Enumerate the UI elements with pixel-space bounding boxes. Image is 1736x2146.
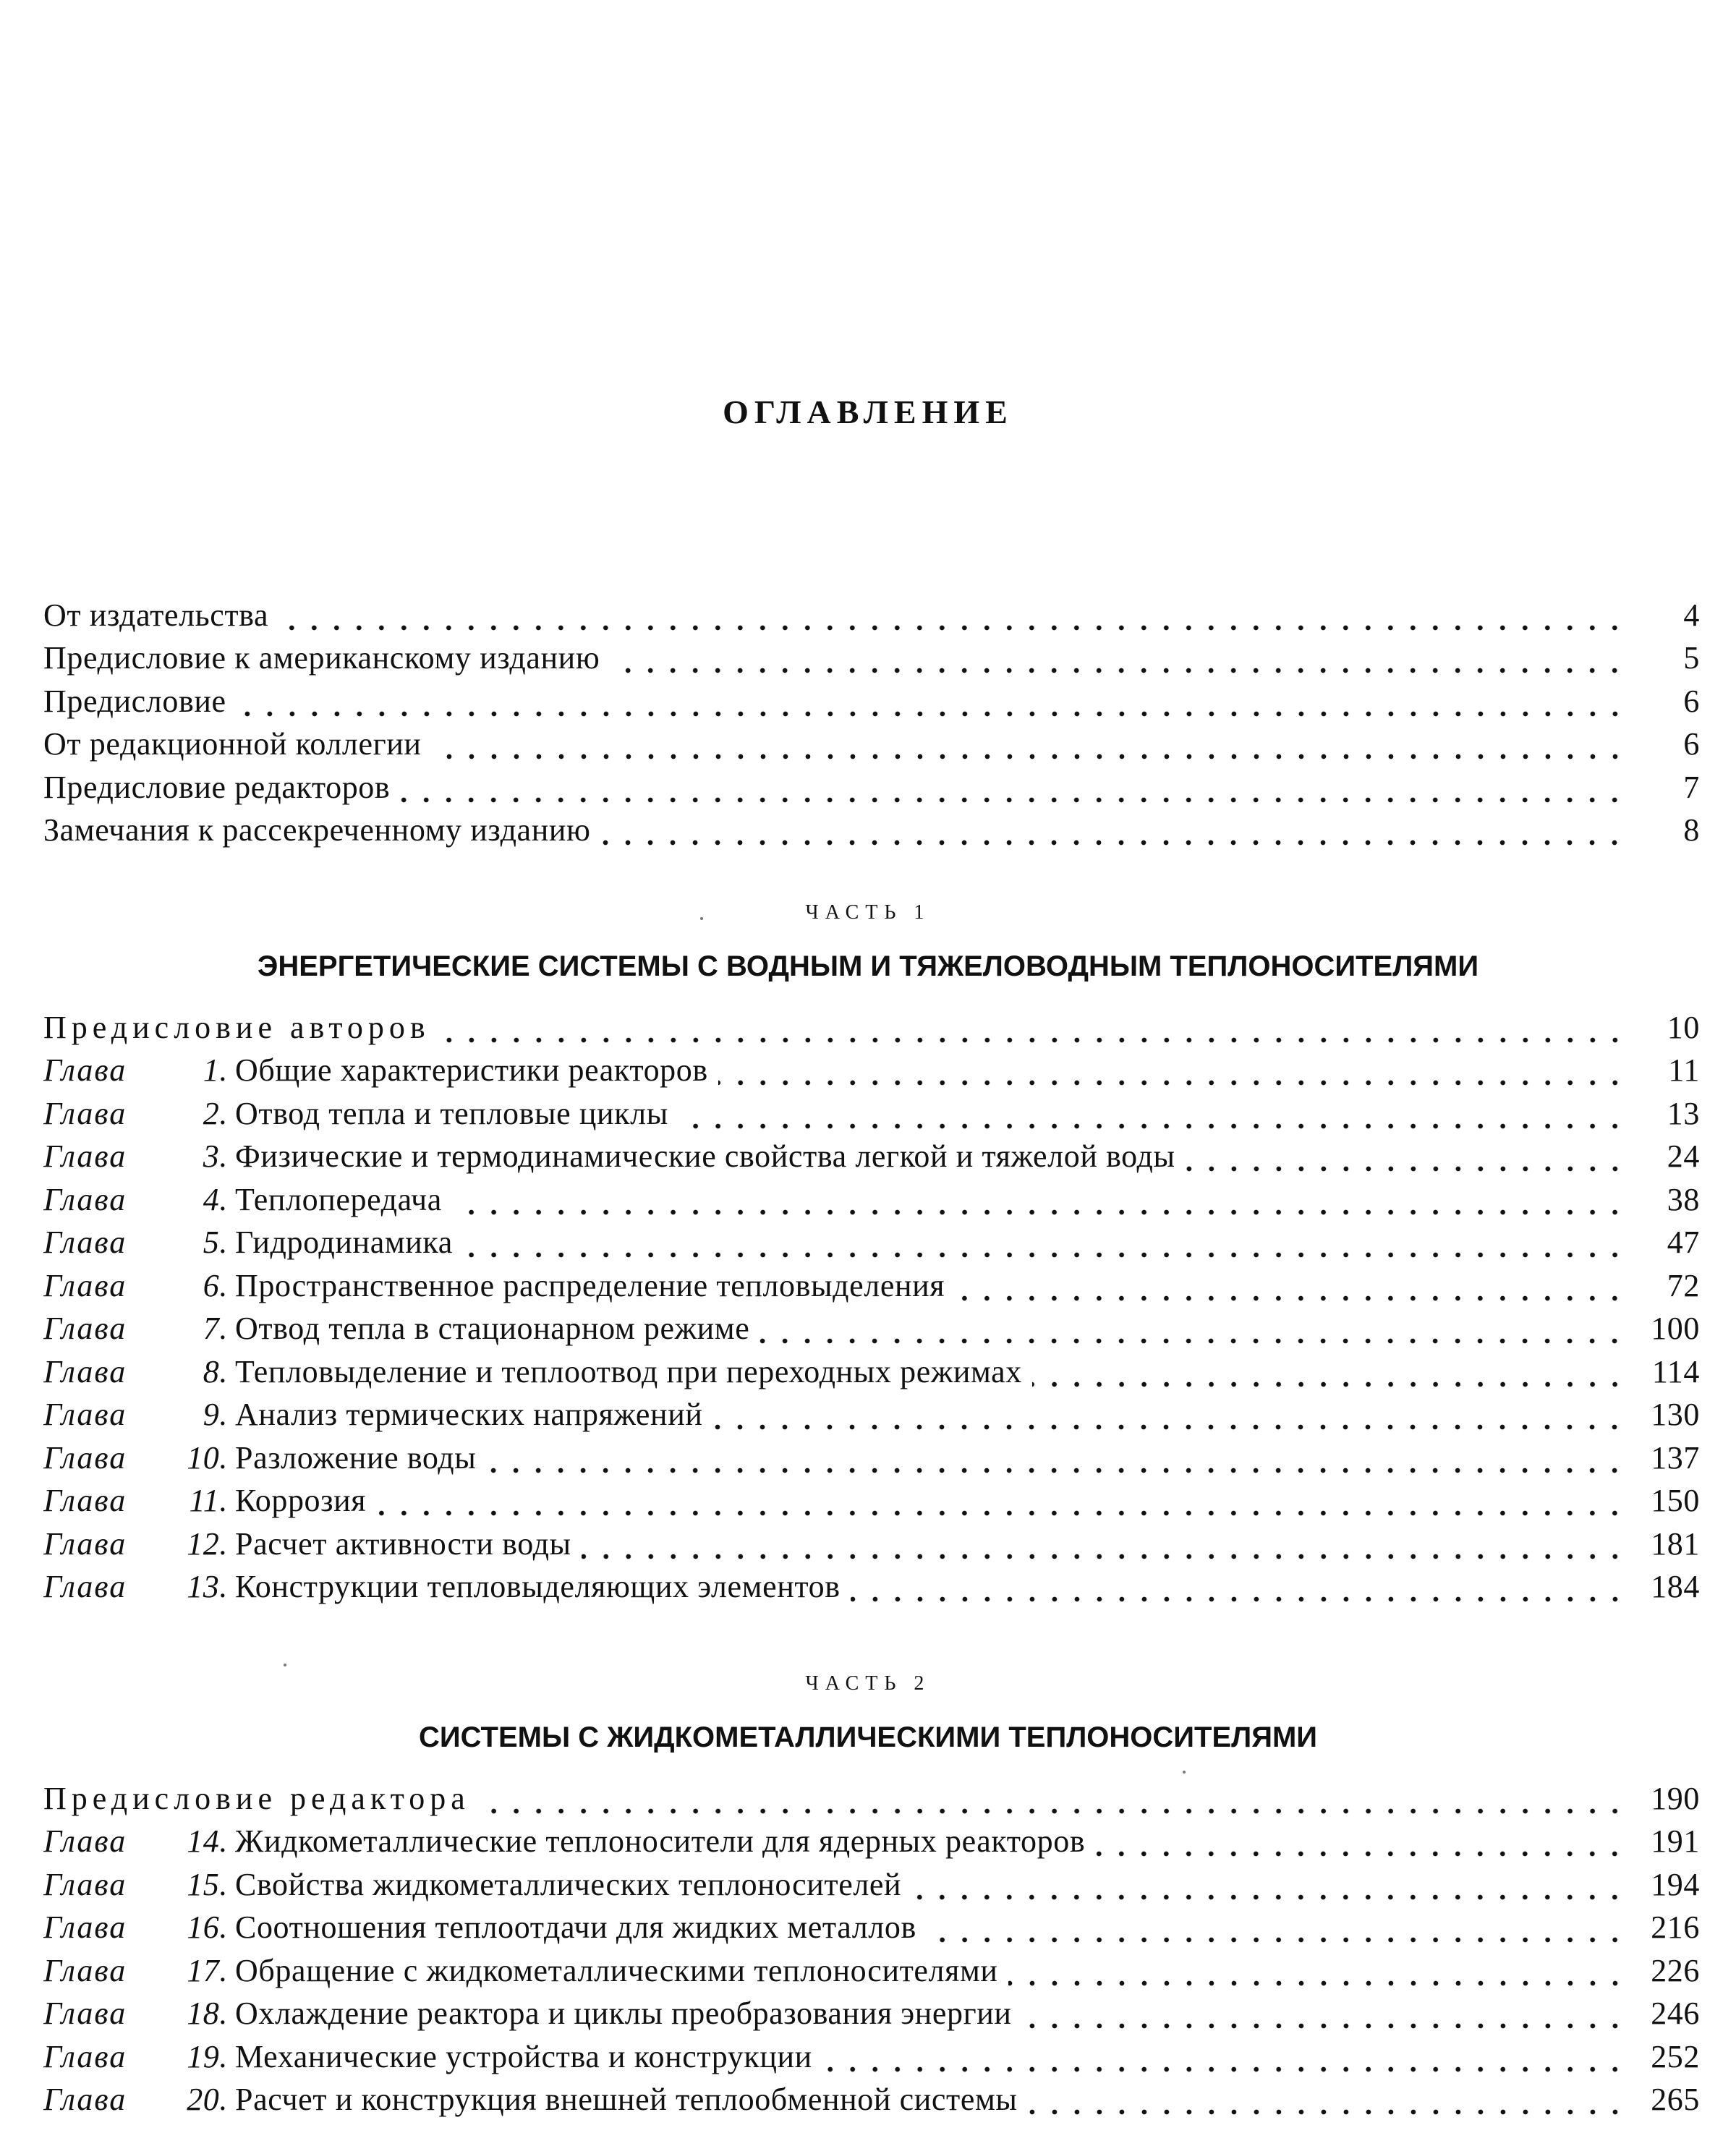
leader-dots — [911, 1867, 1626, 1907]
chapter-word: Глава — [43, 1952, 127, 1988]
chapter-title: Гидродинамика — [235, 1225, 453, 1260]
chapter-number: 2. — [203, 1095, 228, 1131]
chapter-number: 13. — [187, 1569, 228, 1604]
part-1-title: ЭНЕРГЕТИЧЕСКИЕ СИСТЕМЫ С ВОДНЫМ И ТЯЖЕЛОВОДНЫМ ТЕПЛОНОСИТЕЛЯМИ — [257, 950, 1479, 982]
chapter-word: Глава — [43, 1996, 127, 2031]
chapter-entry[interactable] — [43, 1395, 1700, 1438]
chapter-number: 15. — [187, 1866, 228, 1902]
chapter-number: 19. — [187, 2038, 228, 2074]
leader-dots — [441, 1010, 1626, 1050]
chapter-title: Соотношения теплоотдачи для жидких металлов — [235, 1909, 916, 1945]
chapter-word: Глава — [43, 1525, 127, 1562]
chapter-entry[interactable] — [43, 1864, 1700, 1907]
chapter-word: Глава — [43, 1909, 127, 1945]
chapter-entry[interactable] — [43, 1179, 1700, 1222]
leader-dots — [851, 1569, 1626, 1609]
chapter-number: 12. — [187, 1525, 228, 1562]
entry-label: От редакционной коллегии — [43, 726, 422, 762]
chapter-word: Глава — [43, 1052, 127, 1088]
part-1-label: ЧАСТЬ 1 — [805, 901, 931, 924]
chapter-title: Отвод тепла и тепловые циклы — [235, 1095, 668, 1131]
page-number: 137 — [1651, 1439, 1700, 1476]
page-title: ОГЛАВЛЕНИЕ — [723, 393, 1013, 430]
chapter-word: Глава — [43, 2082, 127, 2117]
page-number: 226 — [1651, 1952, 1700, 1988]
leader-dots — [463, 1225, 1626, 1265]
page-number: 72 — [1667, 1267, 1700, 1303]
leader-dots — [610, 640, 1626, 681]
chapter-entry[interactable] — [43, 2036, 1700, 2079]
chapter-word: Глава — [43, 1353, 127, 1389]
chapter-number: 10. — [187, 1439, 228, 1476]
part-2-label: ЧАСТЬ 2 — [805, 1672, 931, 1695]
chapter-word: Глава — [43, 1569, 127, 1604]
chapter-number: 5. — [203, 1225, 228, 1260]
preface-label: Предисловие авторов — [43, 1009, 430, 1045]
chapter-entry[interactable] — [43, 1907, 1700, 1951]
chapter-entry[interactable] — [43, 2079, 1700, 2123]
chapter-title: Обращение с жидкометаллическими теплоносителями — [235, 1952, 998, 1988]
chapter-title: Коррозия — [235, 1483, 367, 1518]
page-number: 24 — [1667, 1138, 1700, 1174]
chapter-entry[interactable] — [43, 1265, 1700, 1308]
page-number: 191 — [1651, 1823, 1700, 1859]
leader-dots — [718, 1052, 1626, 1093]
chapter-entry[interactable] — [43, 1993, 1700, 2037]
chapter-entry[interactable] — [43, 1437, 1700, 1481]
page-number: 181 — [1651, 1525, 1700, 1562]
page-number: 6 — [1683, 683, 1700, 719]
chapter-number: 3. — [203, 1138, 228, 1174]
leader-dots — [600, 812, 1626, 853]
chapter-title: Общие характеристики реакторов — [235, 1052, 708, 1088]
toc-entry[interactable] — [43, 595, 1700, 638]
page-number: 216 — [1651, 1909, 1700, 1945]
leader-dots — [278, 597, 1626, 638]
leader-dots — [486, 1440, 1626, 1481]
chapter-entry[interactable] — [43, 1481, 1700, 1524]
leader-dots — [480, 1781, 1626, 1821]
leader-dots — [678, 1096, 1626, 1136]
chapter-title: Расчет и конструкция внешней теплообменной системы — [235, 2082, 1018, 2117]
leader-dots — [376, 1483, 1626, 1523]
leader-dots — [1022, 1996, 1626, 2036]
leader-dots — [1028, 2082, 1626, 2122]
page-number: 7 — [1683, 769, 1700, 805]
leader-dots — [237, 684, 1626, 724]
chapter-word: Глава — [43, 1823, 127, 1859]
chapter-title: Теплопередача — [235, 1181, 442, 1217]
part-2-list — [43, 1778, 1700, 2122]
entry-label: Предисловие — [43, 683, 226, 719]
leader-dots — [927, 1909, 1626, 1950]
chapter-number: 8. — [203, 1353, 228, 1389]
chapter-number: 17. — [187, 1952, 228, 1988]
page-number: 190 — [1651, 1780, 1700, 1816]
chapter-title: Расчет активности воды — [235, 1525, 571, 1562]
chapter-title: Механические устройства и конструкции — [235, 2038, 812, 2074]
chapter-title: Тепловыделение и теплоотвод при переходных режимах — [235, 1353, 1022, 1389]
chapter-number: 4. — [203, 1181, 228, 1217]
chapter-entry[interactable] — [43, 1523, 1700, 1567]
leader-dots — [432, 726, 1626, 767]
chapter-word: Глава — [43, 2038, 127, 2074]
page-number: 265 — [1651, 2082, 1700, 2117]
chapter-entry[interactable] — [43, 1351, 1700, 1395]
chapter-word: Глава — [43, 1483, 127, 1518]
entry-label: Замечания к рассекреченному изданию — [43, 812, 591, 848]
chapter-number: 14. — [187, 1823, 228, 1859]
chapter-word: Глава — [43, 1225, 127, 1260]
chapter-number: 7. — [203, 1311, 228, 1346]
scan-speck — [700, 917, 703, 920]
chapter-entry[interactable] — [43, 1093, 1700, 1136]
toc-entry[interactable] — [43, 767, 1700, 810]
chapter-number: 6. — [203, 1267, 228, 1303]
toc-entry[interactable] — [43, 1778, 1700, 1821]
chapter-word: Глава — [43, 1267, 127, 1303]
chapter-title: Охлаждение реактора и циклы преобразования энергии — [235, 1996, 1012, 2031]
page-number: 5 — [1683, 640, 1700, 676]
page-number: 11 — [1668, 1052, 1700, 1088]
chapter-title: Отвод тепла в стационарном режиме — [235, 1311, 750, 1346]
leader-dots — [1008, 1953, 1626, 1993]
page-number: 150 — [1651, 1483, 1700, 1518]
leader-dots — [1032, 1354, 1626, 1395]
chapter-number: 18. — [187, 1996, 228, 2031]
chapter-title: Физические и термодинамические свойства легкой и тяжелой воды — [235, 1138, 1175, 1174]
chapter-entry[interactable] — [43, 1950, 1700, 1993]
entry-label: Предисловие редакторов — [43, 769, 391, 805]
entry-label: От издательства — [43, 597, 269, 633]
toc-entry[interactable] — [43, 724, 1700, 767]
page-number: 194 — [1651, 1866, 1700, 1902]
chapter-title: Жидкометаллические теплоносители для ядерных реакторов — [235, 1823, 1086, 1859]
page-number: 47 — [1667, 1225, 1700, 1260]
chapter-word: Глава — [43, 1181, 127, 1217]
front-matter-list — [43, 595, 1700, 853]
page-number: 184 — [1651, 1569, 1700, 1604]
page-number: 13 — [1667, 1095, 1700, 1131]
toc-entry[interactable] — [43, 681, 1700, 724]
chapter-number: 9. — [203, 1397, 228, 1432]
page-number: 130 — [1651, 1397, 1700, 1432]
toc-entry[interactable] — [43, 1007, 1700, 1050]
leader-dots — [582, 1526, 1626, 1567]
chapter-word: Глава — [43, 1095, 127, 1131]
page-number: 246 — [1651, 1996, 1700, 2031]
chapter-title: Разложение воды — [235, 1439, 477, 1476]
page-number: 252 — [1651, 2038, 1700, 2074]
chapter-entry[interactable] — [43, 1308, 1700, 1352]
chapter-title: Конструкции тепловыделяющих элементов — [235, 1569, 841, 1604]
page-number: 10 — [1667, 1009, 1700, 1045]
chapter-word: Глава — [43, 1138, 127, 1174]
leader-dots — [452, 1182, 1626, 1222]
page-number: 4 — [1683, 597, 1700, 633]
chapter-number: 1. — [203, 1052, 228, 1088]
leader-dots — [1186, 1138, 1626, 1179]
leader-dots — [712, 1397, 1626, 1437]
leader-dots — [955, 1268, 1626, 1308]
chapter-word: Глава — [43, 1397, 127, 1432]
page-number: 6 — [1683, 726, 1700, 762]
page-number: 38 — [1667, 1181, 1700, 1217]
chapter-entry[interactable] — [43, 1050, 1700, 1094]
chapter-word: Глава — [43, 1311, 127, 1346]
scan-speck — [1183, 1771, 1186, 1774]
chapter-entry[interactable] — [43, 1567, 1700, 1610]
part-2-title: СИСТЕМЫ С ЖИДКОМЕТАЛЛИЧЕСКИМИ ТЕПЛОНОСИТЕЛЯМИ — [418, 1721, 1318, 1753]
chapter-number: 20. — [187, 2082, 228, 2117]
leader-dots — [822, 2039, 1626, 2079]
chapter-title: Анализ термических напряжений — [235, 1397, 703, 1432]
leader-dots — [1095, 1823, 1626, 1864]
toc-entry[interactable] — [43, 638, 1700, 681]
chapter-entry[interactable] — [43, 1136, 1700, 1180]
chapter-word: Глава — [43, 1866, 127, 1902]
chapter-title: Свойства жидкометаллических теплоносителей — [235, 1866, 902, 1902]
chapter-number: 11. — [189, 1483, 228, 1518]
chapter-number: 16. — [187, 1909, 228, 1945]
leader-dots — [400, 770, 1626, 810]
preface-label: Предисловие редактора — [43, 1780, 470, 1816]
chapter-word: Глава — [43, 1439, 127, 1476]
leader-dots — [760, 1311, 1626, 1351]
chapter-entry[interactable] — [43, 1222, 1700, 1266]
page-number: 100 — [1651, 1311, 1700, 1346]
toc-entry[interactable] — [43, 810, 1700, 853]
page-number: 114 — [1651, 1353, 1700, 1389]
chapter-entry[interactable] — [43, 1821, 1700, 1865]
part-1-list — [43, 1007, 1700, 1609]
page-number: 8 — [1683, 812, 1700, 848]
chapter-title: Пространственное распределение тепловыделения — [235, 1267, 945, 1303]
entry-label: Предисловие к американскому изданию — [43, 640, 600, 676]
scan-speck — [284, 1664, 286, 1666]
